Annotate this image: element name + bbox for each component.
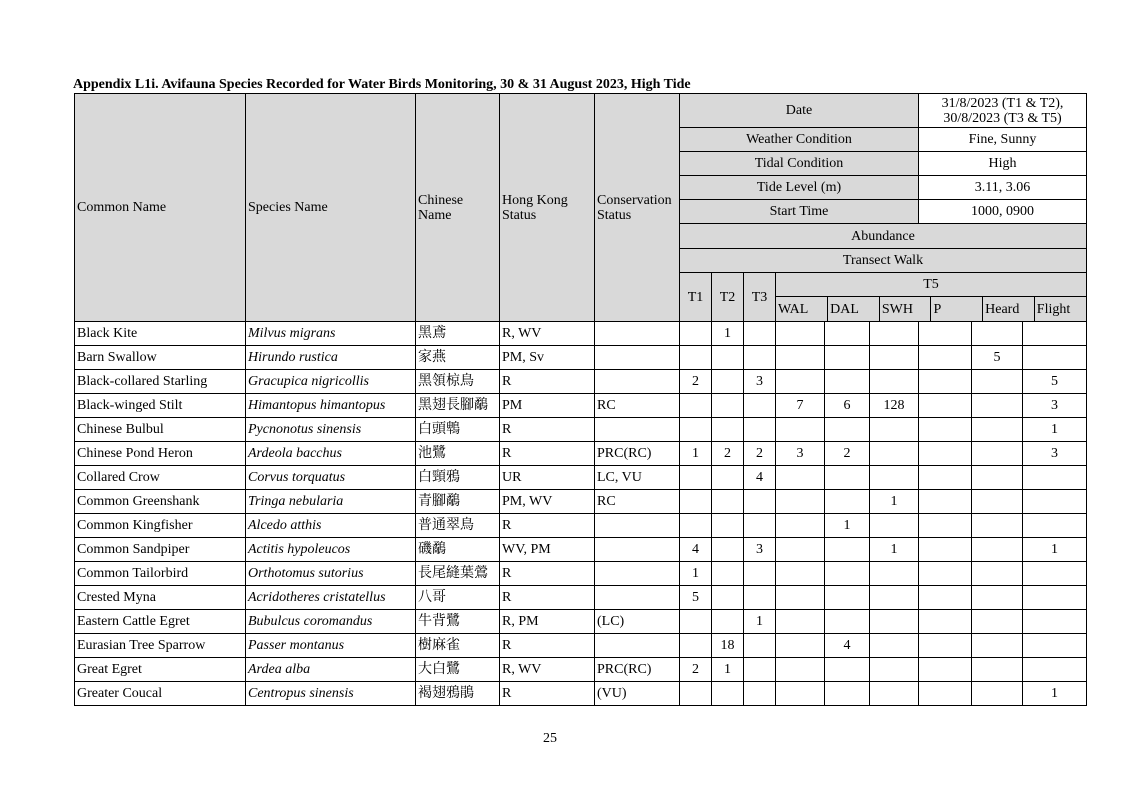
- count-cell: 2: [744, 442, 776, 466]
- common-name-cell: Black-collared Starling: [75, 370, 246, 394]
- survey-value: 31/8/2023 (T1 & T2), 30/8/2023 (T3 & T5): [919, 94, 1087, 128]
- count-cell: 3: [1023, 442, 1087, 466]
- count-cell: 5: [1023, 370, 1087, 394]
- count-cell: 1: [744, 610, 776, 634]
- count-cell: 1: [825, 514, 870, 538]
- count-cell: [776, 370, 825, 394]
- species-name-cell: Hirundo rustica: [246, 346, 416, 370]
- count-cell: [919, 514, 972, 538]
- header-t5-heard: Heard: [983, 297, 1035, 322]
- count-cell: [1023, 514, 1087, 538]
- count-cell: [870, 586, 919, 610]
- table-row: [75, 394, 1087, 418]
- species-name-cell: Orthotomus sutorius: [246, 562, 416, 586]
- count-cell: [870, 634, 919, 658]
- count-cell: 1: [1023, 538, 1087, 562]
- hk-status-cell: R, WV: [500, 658, 595, 682]
- count-cell: [680, 418, 712, 442]
- count-cell: [680, 346, 712, 370]
- hk-status-cell: R: [500, 682, 595, 706]
- chinese-name-cell: 樹麻雀: [416, 634, 500, 658]
- count-cell: [712, 562, 744, 586]
- count-cell: [972, 562, 1023, 586]
- count-cell: [1023, 634, 1087, 658]
- hk-status-cell: PM: [500, 394, 595, 418]
- count-cell: [1023, 610, 1087, 634]
- count-cell: [919, 370, 972, 394]
- header-t3: T3: [744, 273, 776, 322]
- table-row: [75, 442, 1087, 466]
- count-cell: 2: [825, 442, 870, 466]
- common-name-cell: Black Kite: [75, 322, 246, 346]
- count-cell: [825, 538, 870, 562]
- count-cell: [919, 562, 972, 586]
- conservation-status-cell: [595, 418, 680, 442]
- count-cell: [919, 346, 972, 370]
- count-cell: 7: [776, 394, 825, 418]
- count-cell: [919, 442, 972, 466]
- count-cell: [972, 442, 1023, 466]
- header-t5-group: [776, 273, 1087, 322]
- header-t5-flight: Flight: [1036, 301, 1071, 317]
- count-cell: 3: [744, 538, 776, 562]
- count-cell: [712, 394, 744, 418]
- count-cell: [972, 634, 1023, 658]
- header-t5-wal: WAL: [776, 297, 828, 322]
- common-name-cell: Common Greenshank: [75, 490, 246, 514]
- count-cell: [870, 562, 919, 586]
- conservation-status-cell: [595, 346, 680, 370]
- count-cell: [1023, 490, 1087, 514]
- count-cell: [870, 442, 919, 466]
- common-name-cell: Greater Coucal: [75, 682, 246, 706]
- count-cell: 5: [972, 346, 1023, 370]
- header-t5: T5: [776, 273, 1086, 297]
- count-cell: [776, 634, 825, 658]
- count-cell: 1: [680, 562, 712, 586]
- count-cell: [972, 466, 1023, 490]
- table-row: [75, 94, 1087, 128]
- count-cell: [919, 634, 972, 658]
- common-name-cell: Common Kingfisher: [75, 514, 246, 538]
- table-row: [75, 466, 1087, 490]
- count-cell: [680, 682, 712, 706]
- count-cell: [1023, 322, 1087, 346]
- species-name-cell: Actitis hypoleucos: [246, 538, 416, 562]
- header-conservation-status: Conservation Status: [595, 94, 680, 322]
- common-name-cell: Common Tailorbird: [75, 562, 246, 586]
- conservation-status-cell: [595, 538, 680, 562]
- survey-label: Weather Condition: [680, 128, 919, 152]
- count-cell: [825, 658, 870, 682]
- count-cell: [972, 586, 1023, 610]
- common-name-cell: Crested Myna: [75, 586, 246, 610]
- conservation-status-cell: [595, 514, 680, 538]
- common-name-cell: Great Egret: [75, 658, 246, 682]
- species-name-cell: Gracupica nigricollis: [246, 370, 416, 394]
- count-cell: [919, 682, 972, 706]
- survey-label: Start Time: [680, 200, 919, 224]
- count-cell: 1: [1023, 418, 1087, 442]
- species-name-cell: Himantopus himantopus: [246, 394, 416, 418]
- conservation-status-cell: (VU): [595, 682, 680, 706]
- table-row: [75, 634, 1087, 658]
- common-name-cell: Eastern Cattle Egret: [75, 610, 246, 634]
- species-name-cell: Milvus migrans: [246, 322, 416, 346]
- count-cell: [870, 658, 919, 682]
- count-cell: [776, 658, 825, 682]
- count-cell: 1: [1023, 682, 1087, 706]
- count-cell: [972, 610, 1023, 634]
- species-name-cell: Centropus sinensis: [246, 682, 416, 706]
- count-cell: [919, 538, 972, 562]
- conservation-status-cell: RC: [595, 394, 680, 418]
- count-cell: 1: [870, 538, 919, 562]
- survey-value: High: [919, 152, 1087, 176]
- count-cell: [712, 514, 744, 538]
- count-cell: 1: [712, 322, 744, 346]
- count-cell: [680, 634, 712, 658]
- chinese-name-cell: 褐翅鴉鵑: [416, 682, 500, 706]
- table-row: [75, 562, 1087, 586]
- count-cell: 3: [744, 370, 776, 394]
- count-cell: 128: [870, 394, 919, 418]
- chinese-name-cell: 池鷺: [416, 442, 500, 466]
- hk-status-cell: R: [500, 634, 595, 658]
- header-t1: T1: [680, 273, 712, 322]
- species-name-cell: Acridotheres cristatellus: [246, 586, 416, 610]
- count-cell: 1: [870, 490, 919, 514]
- common-name-cell: Chinese Bulbul: [75, 418, 246, 442]
- species-name-cell: Ardea alba: [246, 658, 416, 682]
- table-row: [75, 490, 1087, 514]
- count-cell: [712, 538, 744, 562]
- chinese-name-cell: 牛背鷺: [416, 610, 500, 634]
- count-cell: [870, 370, 919, 394]
- count-cell: [919, 394, 972, 418]
- count-cell: [776, 586, 825, 610]
- count-cell: 6: [825, 394, 870, 418]
- count-cell: 3: [776, 442, 825, 466]
- count-cell: 2: [680, 370, 712, 394]
- t5-subheader: [776, 273, 1086, 321]
- count-cell: [919, 322, 972, 346]
- count-cell: [712, 418, 744, 442]
- conservation-status-cell: RC: [595, 490, 680, 514]
- common-name-cell: Black-winged Stilt: [75, 394, 246, 418]
- count-cell: [870, 466, 919, 490]
- header-species-name: Species Name: [246, 94, 416, 322]
- table-row: [75, 514, 1087, 538]
- chinese-name-cell: 白頭鵯: [416, 418, 500, 442]
- header-t2: T2: [712, 273, 744, 322]
- conservation-status-cell: [595, 586, 680, 610]
- hk-status-cell: R: [500, 586, 595, 610]
- count-cell: [744, 394, 776, 418]
- count-cell: [825, 346, 870, 370]
- common-name-cell: Chinese Pond Heron: [75, 442, 246, 466]
- count-cell: [825, 490, 870, 514]
- count-cell: [744, 658, 776, 682]
- survey-value: Fine, Sunny: [919, 128, 1087, 152]
- count-cell: 2: [680, 658, 712, 682]
- count-cell: [972, 370, 1023, 394]
- count-cell: [919, 418, 972, 442]
- count-cell: [712, 370, 744, 394]
- conservation-status-cell: (LC): [595, 610, 680, 634]
- common-name-cell: Eurasian Tree Sparrow: [75, 634, 246, 658]
- chinese-name-cell: 白頸鴉: [416, 466, 500, 490]
- count-cell: [825, 562, 870, 586]
- count-cell: 5: [680, 586, 712, 610]
- count-cell: [825, 322, 870, 346]
- conservation-status-cell: PRC(RC): [595, 658, 680, 682]
- count-cell: [870, 346, 919, 370]
- count-cell: [1023, 562, 1087, 586]
- count-cell: [744, 322, 776, 346]
- conservation-status-cell: [595, 562, 680, 586]
- count-cell: [972, 418, 1023, 442]
- count-cell: [825, 586, 870, 610]
- table-row: [75, 658, 1087, 682]
- count-cell: [776, 346, 825, 370]
- conservation-status-cell: [595, 370, 680, 394]
- hk-status-cell: R: [500, 370, 595, 394]
- count-cell: [744, 514, 776, 538]
- count-cell: [825, 370, 870, 394]
- count-cell: [776, 490, 825, 514]
- count-cell: [680, 514, 712, 538]
- species-name-cell: Alcedo atthis: [246, 514, 416, 538]
- chinese-name-cell: 青腳鷸: [416, 490, 500, 514]
- count-cell: [712, 466, 744, 490]
- conservation-status-cell: [595, 634, 680, 658]
- count-cell: [744, 490, 776, 514]
- count-cell: 1: [680, 442, 712, 466]
- hk-status-cell: PM, Sv: [500, 346, 595, 370]
- table-row: [75, 610, 1087, 634]
- count-cell: [825, 466, 870, 490]
- count-cell: [972, 538, 1023, 562]
- count-cell: [776, 418, 825, 442]
- chinese-name-cell: 黑領椋鳥: [416, 370, 500, 394]
- table-row: [75, 538, 1087, 562]
- count-cell: 1: [712, 658, 744, 682]
- count-cell: [680, 466, 712, 490]
- species-name-cell: Corvus torquatus: [246, 466, 416, 490]
- count-cell: [744, 586, 776, 610]
- count-cell: 3: [1023, 394, 1087, 418]
- count-cell: [870, 610, 919, 634]
- header-common-name: Common Name: [75, 94, 246, 322]
- hk-status-cell: R: [500, 418, 595, 442]
- count-cell: 4: [744, 466, 776, 490]
- count-cell: 4: [680, 538, 712, 562]
- count-cell: [776, 538, 825, 562]
- document-title: Appendix L1i. Avifauna Species Recorded for Water Birds Monitoring, 30 & 31 August 2023, High Tide: [73, 77, 691, 92]
- survey-value: 1000, 0900: [919, 200, 1087, 224]
- conservation-status-cell: PRC(RC): [595, 442, 680, 466]
- species-table: [74, 93, 1087, 706]
- count-cell: [680, 490, 712, 514]
- header-t5-swh: SWH: [879, 297, 931, 322]
- common-name-cell: Common Sandpiper: [75, 538, 246, 562]
- count-cell: [870, 418, 919, 442]
- count-cell: [972, 658, 1023, 682]
- common-name-cell: Barn Swallow: [75, 346, 246, 370]
- table-row: [75, 346, 1087, 370]
- count-cell: [776, 562, 825, 586]
- count-cell: [776, 514, 825, 538]
- survey-value: 3.11, 3.06: [919, 176, 1087, 200]
- header-hk-status: Hong Kong Status: [500, 94, 595, 322]
- count-cell: [776, 610, 825, 634]
- count-cell: [1023, 586, 1087, 610]
- conservation-status-cell: [595, 322, 680, 346]
- chinese-name-cell: 家燕: [416, 346, 500, 370]
- page-number: 25: [543, 731, 557, 746]
- count-cell: [744, 634, 776, 658]
- count-cell: [1023, 346, 1087, 370]
- chinese-name-cell: 長尾縫葉鶯: [416, 562, 500, 586]
- count-cell: [776, 322, 825, 346]
- count-cell: [972, 490, 1023, 514]
- common-name-cell: Collared Crow: [75, 466, 246, 490]
- count-cell: [972, 322, 1023, 346]
- hk-status-cell: R, WV: [500, 322, 595, 346]
- header-chinese-name: Chinese Name: [416, 94, 500, 322]
- count-cell: [744, 682, 776, 706]
- count-cell: 2: [712, 442, 744, 466]
- count-cell: [972, 682, 1023, 706]
- count-cell: [680, 394, 712, 418]
- count-cell: [919, 490, 972, 514]
- table-row: [75, 682, 1087, 706]
- count-cell: [744, 562, 776, 586]
- count-cell: [825, 418, 870, 442]
- hk-status-cell: R: [500, 562, 595, 586]
- chinese-name-cell: 黑鳶: [416, 322, 500, 346]
- header-t5-dal: DAL: [828, 297, 880, 322]
- count-cell: [680, 322, 712, 346]
- count-cell: [972, 394, 1023, 418]
- count-cell: [1023, 658, 1087, 682]
- count-cell: [712, 346, 744, 370]
- species-name-cell: Passer montanus: [246, 634, 416, 658]
- count-cell: [972, 514, 1023, 538]
- chinese-name-cell: 普通翠鳥: [416, 514, 500, 538]
- hk-status-cell: R: [500, 442, 595, 466]
- count-cell: [919, 658, 972, 682]
- species-name-cell: Bubulcus coromandus: [246, 610, 416, 634]
- count-cell: [919, 610, 972, 634]
- table-row: [75, 322, 1087, 346]
- species-name-cell: Ardeola bacchus: [246, 442, 416, 466]
- count-cell: [744, 346, 776, 370]
- chinese-name-cell: 八哥: [416, 586, 500, 610]
- survey-label: Tidal Condition: [680, 152, 919, 176]
- table-row: [75, 370, 1087, 394]
- survey-label: Tide Level (m): [680, 176, 919, 200]
- count-cell: [870, 682, 919, 706]
- chinese-name-cell: 磯鷸: [416, 538, 500, 562]
- count-cell: [680, 610, 712, 634]
- count-cell: [744, 418, 776, 442]
- species-name-cell: Pycnonotus sinensis: [246, 418, 416, 442]
- chinese-name-cell: 黑翅長腳鷸: [416, 394, 500, 418]
- species-name-cell: Tringa nebularia: [246, 490, 416, 514]
- header-t5-p: P: [931, 297, 983, 322]
- hk-status-cell: WV, PM: [500, 538, 595, 562]
- count-cell: [870, 514, 919, 538]
- survey-label: Date: [680, 94, 919, 128]
- table-row: [75, 586, 1087, 610]
- header-abundance: Abundance: [680, 224, 1087, 249]
- count-cell: [712, 610, 744, 634]
- count-cell: [712, 490, 744, 514]
- hk-status-cell: R, PM: [500, 610, 595, 634]
- count-cell: [712, 586, 744, 610]
- count-cell: [919, 466, 972, 490]
- header-transect-walk: Transect Walk: [680, 249, 1087, 273]
- chinese-name-cell: 大白鷺: [416, 658, 500, 682]
- count-cell: [712, 682, 744, 706]
- count-cell: [776, 682, 825, 706]
- count-cell: [776, 466, 825, 490]
- count-cell: [825, 682, 870, 706]
- count-cell: [919, 586, 972, 610]
- hk-status-cell: R: [500, 514, 595, 538]
- hk-status-cell: UR: [500, 466, 595, 490]
- hk-status-cell: PM, WV: [500, 490, 595, 514]
- table-row: [75, 418, 1087, 442]
- count-cell: 4: [825, 634, 870, 658]
- count-cell: 18: [712, 634, 744, 658]
- count-cell: [1023, 466, 1087, 490]
- conservation-status-cell: LC, VU: [595, 466, 680, 490]
- count-cell: [825, 610, 870, 634]
- table-body: [75, 94, 1087, 706]
- count-cell: [870, 322, 919, 346]
